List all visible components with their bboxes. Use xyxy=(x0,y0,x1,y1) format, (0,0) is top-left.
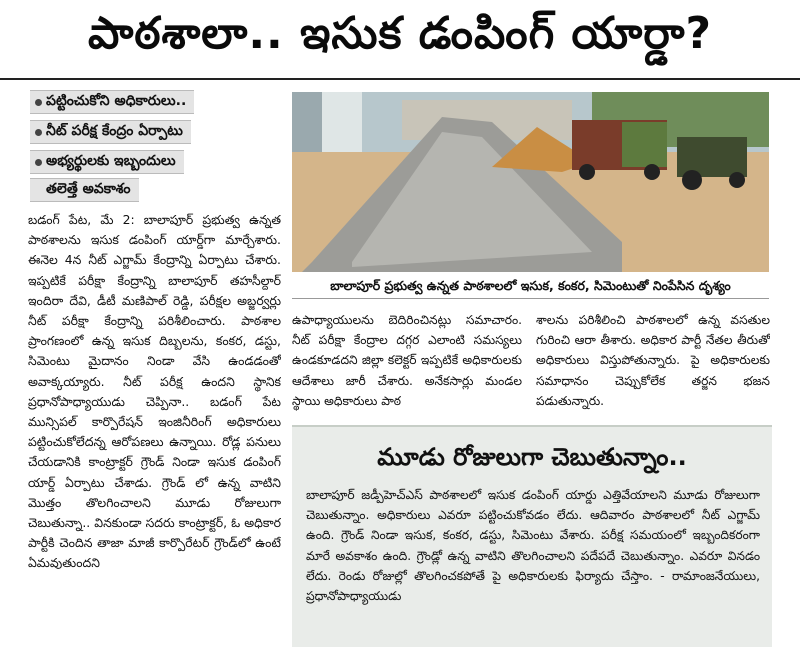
quote-text: బాలాపూర్ జడ్పీహెచ్ఎస్ పాఠశాలలో ఇసుక డంపింగ్ యార్డు ఎత్తివేయాలని మూడు రోజులుగా చెబుతున్నాం. అధికారులు ఎవరూ పట్టించుకోవడం లేదు. ఆదివారం పాఠశాలలో నీట్ ఎగ్జామ్ ఉంది. గ్రౌండ్ నిండా ఇసుక, కంకర, డస్టు, సిమెంటు వేశారు. పరీక్ష సమయంలో ఇబ్బందికరంగా మారే అవకాశం ఉంది. గ్రౌండ్లో ఉన్న వాటిని తొలగించాలని పదేపదే చెబుతున్నాం. ఎవరూ వినడం లేదు. రెండు రోజుల్లో తొలగించకపోతే పై అధికారులకు ఫిర్యాదు చేస్తాం. xyxy=(306,488,760,583)
quote-box xyxy=(292,425,772,647)
headline: పాఠశాలా.. ఇసుక డంపింగ్ యార్డా? xyxy=(0,0,800,80)
quote-box-body xyxy=(306,485,760,606)
pointer-2: నీట్ పరీక్ష కేంద్రం ఏర్పాటు xyxy=(30,120,191,144)
pointer-1: పట్టించుకోని అధికారులు.. xyxy=(30,90,194,114)
quote-signature: - రామాంజనేయులు, ప్రధానోపాధ్యాయుడు xyxy=(306,568,760,604)
article-body-middle: ఉపాధ్యాయులను బెదిరించినట్లు సమాచారం. నీట్ పరీక్షా కేంద్రాల దగ్గర ఎలాంటి సమస్యలు ఉండకూడదని జిల్లా కలెక్టర్ ఇప్పటికే అధికారులకు ఆదేశాలు జారీ చేశారు. అనేకసార్లు మండల స్థాయి అధికారులు పాఠ xyxy=(292,313,522,408)
news-photo xyxy=(292,92,769,272)
quote-box-title: మూడు రోజులుగా చెబుతున్నాం.. xyxy=(377,443,687,471)
pointer-3: అభ్యర్థులకు ఇబ్బందులు xyxy=(30,150,184,174)
sand-pile-photo xyxy=(292,92,769,272)
photo-caption: బాలాపూర్ ప్రభుత్వ ఉన్నత పాఠశాలలో ఇసుక, కంకర, సిమెంటుతో నింపేసిన దృశ్యం xyxy=(292,276,769,299)
article-body-left: బడంగ్ పేట, మే 2: బాలాపూర్ ప్రభుత్వ ఉన్నత పాఠశాలను ఇసుక డంపింగ్ యార్డ్‌గా మార్చేశారు. ఈనెల 4న నీట్ ఎగ్జామ్ కేంద్రాన్ని ఏర్పాటు చేశారు. ఇప్పటికే పరీక్షా కేంద్రాన్ని బాలాపూర్ తహసీల్దార్ ఇందిరా దేవి, డీటీ మణిపాల్ రెడ్డి, పరీక్షల అబ్జర్వర్లు నీట్ పరీక్షా కేంద్రాన్ని పరిశీలించారు. పాఠశాల ప్రాంగణంలో ఉన్న ఇసుక దిబ్బలను, కంకర, డస్టు, సిమెంటు మైదానం నిండా వేసి ఉండడంతో అవాక్కయ్యారు. నీట్ పరీక్ష ఉందని స్థానిక ప్రధానోపాధ్యాయుడు చెప్పినా.. బడంగ్ పేట మున్సిపల్ కార్పొరేషన్ ఇంజినీరింగ్ అధికారులు పట్టించుకోలేదన్న ఆరోపణలు ఉన్నాయి. రోడ్ల పనులు చేయడానికి కాంట్రాక్టర్ గ్రౌండ్ నిండా ఇసుక డంపింగ్ యార్డ్ ఏర్పాటు చేశాడు. గ్రౌండ్ లో ఉన్న వాటిని మొత్తం తొలగించాలని మూడు రోజులుగా చెబుతున్నా.. వినకుండా సదరు కాంట్రాక్టర్, ఓ అధికార పార్టీకి చెందిన తాజా మాజీ కార్పొరేటర్ గ్రౌండ్‌లో ఉంటే ఏమవుతుందని xyxy=(28,212,281,571)
pointer-3-continued: తలెత్తే అవకాశం xyxy=(30,178,139,202)
article-body-right: శాలను పరిశీలించి పాఠశాలలో ఉన్న వసతుల గురించి ఆరా తీశారు. అధికార పార్టీ నేతల తీరుతో అధికారులు విస్తుపోతున్నారు. పై అధికారులకు సమాధానం చెప్పుకోలేక తర్జన భజన పడుతున్నారు. xyxy=(536,313,770,408)
